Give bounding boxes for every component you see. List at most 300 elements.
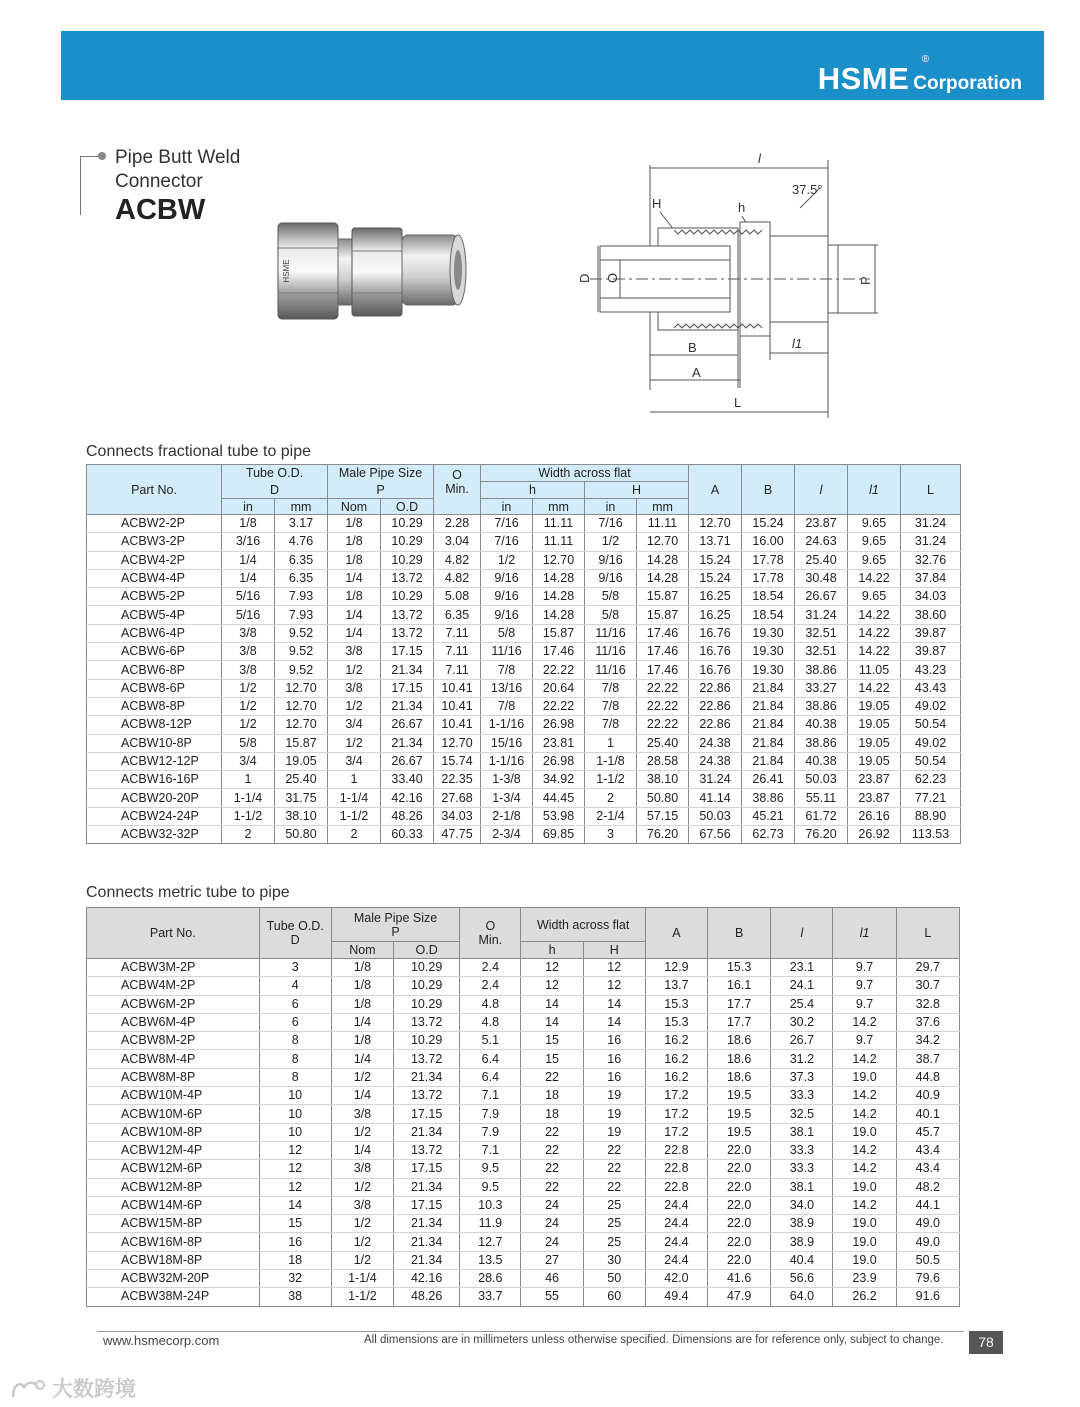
table-cell: 1/8 <box>328 588 381 606</box>
col-o-sym: O <box>452 467 462 482</box>
footer-divider <box>97 1331 964 1332</box>
table-cell: 11/16 <box>481 643 533 661</box>
table-cell: 1-3/4 <box>481 789 533 807</box>
table-row <box>87 771 961 789</box>
table-cell: 16.1 <box>708 977 771 995</box>
table-cell: 14.28 <box>637 569 689 587</box>
table-cell: 18.54 <box>742 588 795 606</box>
table-cell: 61.72 <box>795 807 848 825</box>
table-cell: 3/8 <box>331 1196 393 1214</box>
part-number-cell: ACBW8-8P <box>87 697 222 715</box>
table-cell: 12.7 <box>460 1233 521 1251</box>
table-cell: 19.5 <box>708 1087 771 1105</box>
part-number-cell: ACBW12M-8P <box>87 1178 260 1196</box>
sub-nom: Nom <box>328 499 381 515</box>
table-cell: 15 <box>521 1032 583 1050</box>
table-cell: 17.15 <box>394 1105 460 1123</box>
part-number-cell: ACBW5-4P <box>87 606 222 624</box>
table-cell: 48.26 <box>381 807 434 825</box>
table-row <box>87 1032 960 1050</box>
table-cell: 1/4 <box>331 1087 393 1105</box>
table-cell: 88.90 <box>901 807 961 825</box>
table-cell: 7.1 <box>460 1141 521 1159</box>
part-number-cell: ACBW15M-8P <box>87 1215 260 1233</box>
table-cell: 76.20 <box>637 826 689 844</box>
table-cell: 15.3 <box>645 995 707 1013</box>
table-cell: 49.02 <box>901 734 961 752</box>
table-cell: 17.7 <box>708 995 771 1013</box>
part-number-cell: ACBW10M-6P <box>87 1105 260 1123</box>
table-cell: 15.87 <box>637 606 689 624</box>
table-cell: 12 <box>521 959 583 977</box>
table-cell: 19.0 <box>833 1215 896 1233</box>
table-cell: 33.27 <box>795 679 848 697</box>
table-cell: 38.60 <box>901 606 961 624</box>
part-number-cell: ACBW12-12P <box>87 752 222 770</box>
table-cell: 17.15 <box>394 1160 460 1178</box>
table-cell: 1-1/4 <box>222 789 275 807</box>
sub-od: O.D <box>381 499 434 515</box>
table-cell: 43.4 <box>896 1141 959 1159</box>
table-cell: 32.76 <box>901 551 961 569</box>
part-number-cell: ACBW4M-2P <box>87 977 260 995</box>
table-cell: 14.2 <box>833 1050 896 1068</box>
table-cell: 33.3 <box>771 1160 833 1178</box>
table-cell: 28.6 <box>460 1270 521 1288</box>
table-cell: 14.2 <box>833 1105 896 1123</box>
table-row <box>87 1270 960 1288</box>
table-cell: 48.2 <box>896 1178 959 1196</box>
table1-title: Connects fractional tube to pipe <box>86 443 312 460</box>
table-cell: 17.78 <box>742 551 795 569</box>
table-cell: 30.48 <box>795 569 848 587</box>
table-cell: 22.0 <box>708 1215 771 1233</box>
table-cell: 18.6 <box>708 1032 771 1050</box>
table-cell: 11.05 <box>848 661 901 679</box>
table-cell: 47.9 <box>708 1288 771 1306</box>
table-cell: 5.08 <box>434 588 481 606</box>
table-cell: 19.05 <box>848 716 901 734</box>
table-cell: 13.72 <box>381 606 434 624</box>
table-cell: 31.2 <box>771 1050 833 1068</box>
part-number-cell: ACBW6M-2P <box>87 995 260 1013</box>
table-cell: 11/16 <box>585 661 637 679</box>
table-cell: 34.0 <box>771 1196 833 1214</box>
table-cell: 14 <box>259 1196 331 1214</box>
table-cell: 50.03 <box>689 807 742 825</box>
table-cell: 9.65 <box>848 588 901 606</box>
table-row <box>87 1251 960 1269</box>
table-cell: 7.1 <box>460 1087 521 1105</box>
table-cell: 25 <box>583 1196 645 1214</box>
table-cell: 13.72 <box>394 1087 460 1105</box>
table-row <box>87 533 961 551</box>
table-cell: 1-1/4 <box>328 789 381 807</box>
table-cell: 24 <box>521 1215 583 1233</box>
part-number-cell: ACBW24-24P <box>87 807 222 825</box>
table-cell: 31.24 <box>901 515 961 533</box>
table-cell: 18 <box>521 1105 583 1123</box>
table-row <box>87 606 961 624</box>
table-row <box>87 716 961 734</box>
table-cell: 26.7 <box>771 1032 833 1050</box>
table-cell: 1-1/8 <box>585 752 637 770</box>
table-cell: 4.82 <box>434 551 481 569</box>
col-tube-od <box>259 908 331 959</box>
part-number-cell: ACBW8M-8P <box>87 1068 260 1086</box>
table-cell: 31.24 <box>689 771 742 789</box>
table-cell: 12.9 <box>645 959 707 977</box>
table-cell: 26.98 <box>533 716 585 734</box>
table-cell: 23.1 <box>771 959 833 977</box>
table-cell: 3/4 <box>328 752 381 770</box>
table-cell: 3/8 <box>222 661 275 679</box>
table-cell: 26.67 <box>795 588 848 606</box>
table-cell: 24.63 <box>795 533 848 551</box>
table-cell: 27 <box>521 1251 583 1269</box>
table-cell: 22.86 <box>689 679 742 697</box>
table-cell: 23.81 <box>533 734 585 752</box>
table-cell: 18 <box>259 1251 331 1269</box>
table-cell: 29.7 <box>896 959 959 977</box>
col-male-pipe <box>331 908 459 942</box>
table-cell: 1/2 <box>222 697 275 715</box>
table-cell: 3/4 <box>222 752 275 770</box>
sub-od: O.D <box>394 942 460 959</box>
table-cell: 4.8 <box>460 1013 521 1031</box>
table-cell: 2 <box>585 789 637 807</box>
table-cell: 14.22 <box>848 679 901 697</box>
table-cell: 21.84 <box>742 697 795 715</box>
table-cell: 16.2 <box>645 1032 707 1050</box>
table-cell: 16.76 <box>689 624 742 642</box>
col-B: B <box>742 465 795 515</box>
table-cell: 1/8 <box>328 515 381 533</box>
table-cell: 3 <box>585 826 637 844</box>
part-number-cell: ACBW12M-4P <box>87 1141 260 1159</box>
table-cell: 48.26 <box>394 1288 460 1306</box>
table-cell: 5/16 <box>222 588 275 606</box>
table-cell: 14.22 <box>848 606 901 624</box>
table-cell: 2 <box>328 826 381 844</box>
col-l1: l1 <box>833 908 896 959</box>
table-cell: 26.92 <box>848 826 901 844</box>
table-cell: 40.4 <box>771 1251 833 1269</box>
table-cell: 28.58 <box>637 752 689 770</box>
col-part-no: Part No. <box>87 908 260 959</box>
table-cell: 31.24 <box>901 533 961 551</box>
table-cell: 34.03 <box>901 588 961 606</box>
table-row <box>87 1196 960 1214</box>
col-width-across-flat: Width across flat <box>481 465 689 482</box>
label-P: P <box>858 276 873 285</box>
part-number-cell: ACBW20-20P <box>87 789 222 807</box>
table-cell: 60 <box>583 1288 645 1306</box>
table-cell: 38.86 <box>795 661 848 679</box>
table-cell: 9.7 <box>833 977 896 995</box>
table-cell: 3.17 <box>275 515 328 533</box>
table-cell: 9.52 <box>275 643 328 661</box>
table-cell: 45.7 <box>896 1123 959 1141</box>
col-part-no: Part No. <box>87 465 222 515</box>
table-cell: 21.84 <box>742 734 795 752</box>
table-cell: 3/4 <box>328 716 381 734</box>
label-A: A <box>692 365 701 380</box>
table-cell: 25.4 <box>771 995 833 1013</box>
table-row <box>87 551 961 569</box>
table-cell: 25.40 <box>795 551 848 569</box>
table-cell: 1/2 <box>331 1123 393 1141</box>
table-cell: 7/16 <box>585 515 637 533</box>
label-H: H <box>652 196 662 211</box>
table-cell: 42.16 <box>381 789 434 807</box>
title-bracket <box>80 156 101 215</box>
table-cell: 76.20 <box>795 826 848 844</box>
table-cell: 15.24 <box>742 515 795 533</box>
table-row <box>87 679 961 697</box>
sub-H: H <box>583 942 645 959</box>
table-cell: 43.23 <box>901 661 961 679</box>
table-cell: 22.22 <box>637 716 689 734</box>
table-cell: 21.84 <box>742 679 795 697</box>
table-cell: 13.7 <box>645 977 707 995</box>
part-number-cell: ACBW10M-4P <box>87 1087 260 1105</box>
table-cell: 16 <box>259 1233 331 1251</box>
table-cell: 77.21 <box>901 789 961 807</box>
table-cell: 11.11 <box>533 515 585 533</box>
table-cell: 14.28 <box>533 606 585 624</box>
table-cell: 1/2 <box>481 551 533 569</box>
part-number-cell: ACBW8M-2P <box>87 1032 260 1050</box>
table-cell: 7/8 <box>585 716 637 734</box>
table-cell: 13/16 <box>481 679 533 697</box>
col-width-across-flat: Width across flat <box>521 908 645 942</box>
table-cell: 62.73 <box>742 826 795 844</box>
table-cell: 1/2 <box>222 679 275 697</box>
table-cell: 26.16 <box>848 807 901 825</box>
table-cell: 3.04 <box>434 533 481 551</box>
table-cell: 22.0 <box>708 1178 771 1196</box>
table-cell: 26.2 <box>833 1288 896 1306</box>
table-row <box>87 643 961 661</box>
table-cell: 22.86 <box>689 716 742 734</box>
table-cell: 8 <box>259 1032 331 1050</box>
table-cell: 16 <box>583 1032 645 1050</box>
table-cell: 22.0 <box>708 1141 771 1159</box>
table-cell: 12 <box>259 1141 331 1159</box>
table-cell: 38.86 <box>795 697 848 715</box>
table-cell: 10.29 <box>394 959 460 977</box>
table-cell: 25 <box>583 1215 645 1233</box>
table-cell: 7.93 <box>275 588 328 606</box>
table-cell: 16.00 <box>742 533 795 551</box>
table-cell: 10.29 <box>381 588 434 606</box>
table-cell: 20.64 <box>533 679 585 697</box>
label-l1: l1 <box>792 336 803 351</box>
table-cell: 1/8 <box>331 995 393 1013</box>
table-row <box>87 1160 960 1178</box>
table-cell: 22 <box>521 1141 583 1159</box>
table-cell: 21.84 <box>742 752 795 770</box>
table-cell: 113.53 <box>901 826 961 844</box>
sub-in: in <box>585 499 637 515</box>
table-cell: 22 <box>583 1141 645 1159</box>
table-cell: 1/2 <box>331 1215 393 1233</box>
table-cell: 44.1 <box>896 1196 959 1214</box>
part-number-cell: ACBW14M-6P <box>87 1196 260 1214</box>
fractional-table-body <box>87 515 961 844</box>
table-cell: 1-1/2 <box>331 1288 393 1306</box>
table-cell: 7.9 <box>460 1105 521 1123</box>
table-cell: 24.4 <box>645 1251 707 1269</box>
table-cell: 1-3/8 <box>481 771 533 789</box>
table-cell: 1/8 <box>331 1032 393 1050</box>
table-cell: 7/8 <box>481 697 533 715</box>
table-cell: 31.75 <box>275 789 328 807</box>
table-cell: 9.52 <box>275 624 328 642</box>
table-cell: 10.41 <box>434 716 481 734</box>
table-row <box>87 1050 960 1068</box>
table-cell: 9.5 <box>460 1160 521 1178</box>
table-cell: 40.38 <box>795 752 848 770</box>
col-A: A <box>645 908 707 959</box>
table-cell: 7/8 <box>585 697 637 715</box>
table-cell: 34.03 <box>434 807 481 825</box>
table-cell: 6 <box>259 995 331 1013</box>
table-cell: 22 <box>521 1178 583 1196</box>
table-cell: 15.74 <box>434 752 481 770</box>
table-cell: 17.46 <box>637 643 689 661</box>
table-cell: 50.80 <box>275 826 328 844</box>
table-row <box>87 734 961 752</box>
table-cell: 10 <box>259 1123 331 1141</box>
table-cell: 8 <box>259 1050 331 1068</box>
col-h: h <box>481 482 585 499</box>
table-cell: 17.15 <box>394 1196 460 1214</box>
table-cell: 33.7 <box>460 1288 521 1306</box>
table-cell: 11/16 <box>585 643 637 661</box>
table-cell: 49.0 <box>896 1233 959 1251</box>
page-number: 78 <box>969 1331 1003 1354</box>
table-cell: 15.87 <box>637 588 689 606</box>
col-o-min: Min. <box>445 481 469 496</box>
table-cell: 1 <box>585 734 637 752</box>
table-cell: 14 <box>583 995 645 1013</box>
table-cell: 9.52 <box>275 661 328 679</box>
table-cell: 22.86 <box>689 697 742 715</box>
table-cell: 15.87 <box>275 734 328 752</box>
table-cell: 24.4 <box>645 1215 707 1233</box>
table-cell: 22.0 <box>708 1251 771 1269</box>
table-cell: 34.2 <box>896 1032 959 1050</box>
table-cell: 14.22 <box>848 624 901 642</box>
footer-url[interactable]: www.hsmecorp.com <box>103 1333 220 1348</box>
table-cell: 21.34 <box>394 1233 460 1251</box>
table-cell: 1/4 <box>222 569 275 587</box>
table-cell: 17.2 <box>645 1123 707 1141</box>
table-cell: 1/2 <box>331 1068 393 1086</box>
table-cell: 12 <box>583 977 645 995</box>
table-cell: 38.7 <box>896 1050 959 1068</box>
footer-note: All dimensions are in millimeters unless otherwise specified. Dimensions are for reference only, subject to change. <box>364 1334 944 1346</box>
table-cell: 5/8 <box>222 734 275 752</box>
table-cell: 16.25 <box>689 588 742 606</box>
col-o-min: Min. <box>478 933 503 947</box>
table-cell: 14.2 <box>833 1196 896 1214</box>
table-row <box>87 789 961 807</box>
table-cell: 34.92 <box>533 771 585 789</box>
metric-spec-table <box>86 907 960 1307</box>
table-cell: 24.38 <box>689 734 742 752</box>
table-cell: 40.1 <box>896 1105 959 1123</box>
table-cell: 42.16 <box>394 1270 460 1288</box>
table-cell: 1/4 <box>328 569 381 587</box>
table-cell: 25.40 <box>275 771 328 789</box>
table-cell: 6.4 <box>460 1050 521 1068</box>
part-number-cell: ACBW4-4P <box>87 569 222 587</box>
col-A: A <box>689 465 742 515</box>
part-number-cell: ACBW6-8P <box>87 661 222 679</box>
table-cell: 9.65 <box>848 533 901 551</box>
part-number-cell: ACBW12M-6P <box>87 1160 260 1178</box>
table-cell: 7.11 <box>434 643 481 661</box>
table-cell: 4.82 <box>434 569 481 587</box>
table-cell: 12.70 <box>275 679 328 697</box>
table-cell: 9/16 <box>481 606 533 624</box>
table-cell: 7.93 <box>275 606 328 624</box>
table-cell: 37.6 <box>896 1013 959 1031</box>
table-cell: 45.21 <box>742 807 795 825</box>
table-cell: 22 <box>521 1068 583 1086</box>
table-cell: 14.22 <box>848 569 901 587</box>
table-cell: 38.86 <box>795 734 848 752</box>
table-cell: 1/8 <box>328 551 381 569</box>
table-cell: 11.9 <box>460 1215 521 1233</box>
part-number-cell: ACBW3-2P <box>87 533 222 551</box>
table-cell: 1-1/4 <box>331 1270 393 1288</box>
table-cell: 12.70 <box>637 533 689 551</box>
table-cell: 23.87 <box>795 515 848 533</box>
table-row <box>87 752 961 770</box>
table-cell: 47.75 <box>434 826 481 844</box>
table-cell: 15.24 <box>689 569 742 587</box>
table-cell: 19 <box>583 1123 645 1141</box>
table-cell: 16 <box>583 1068 645 1086</box>
table-cell: 91.6 <box>896 1288 959 1306</box>
table-cell: 4.76 <box>275 533 328 551</box>
table-cell: 15.3 <box>645 1013 707 1031</box>
table-cell: 14 <box>583 1013 645 1031</box>
table-cell: 9.7 <box>833 995 896 1013</box>
table-cell: 14 <box>521 995 583 1013</box>
table-cell: 9.5 <box>460 1178 521 1196</box>
table-cell: 10.41 <box>434 697 481 715</box>
table-cell: 26.41 <box>742 771 795 789</box>
label-h: h <box>738 200 746 215</box>
part-number-cell: ACBW16M-8P <box>87 1233 260 1251</box>
sub-in: in <box>481 499 533 515</box>
part-number-cell: ACBW8-6P <box>87 679 222 697</box>
table-cell: 18.6 <box>708 1050 771 1068</box>
table-cell: 9/16 <box>481 569 533 587</box>
table-cell: 15.3 <box>708 959 771 977</box>
table-cell: 19.0 <box>833 1178 896 1196</box>
table-cell: 1/2 <box>328 661 381 679</box>
table-cell: 13.72 <box>381 569 434 587</box>
table-cell: 26.67 <box>381 752 434 770</box>
table-cell: 17.2 <box>645 1105 707 1123</box>
table-cell: 17.7 <box>708 1013 771 1031</box>
